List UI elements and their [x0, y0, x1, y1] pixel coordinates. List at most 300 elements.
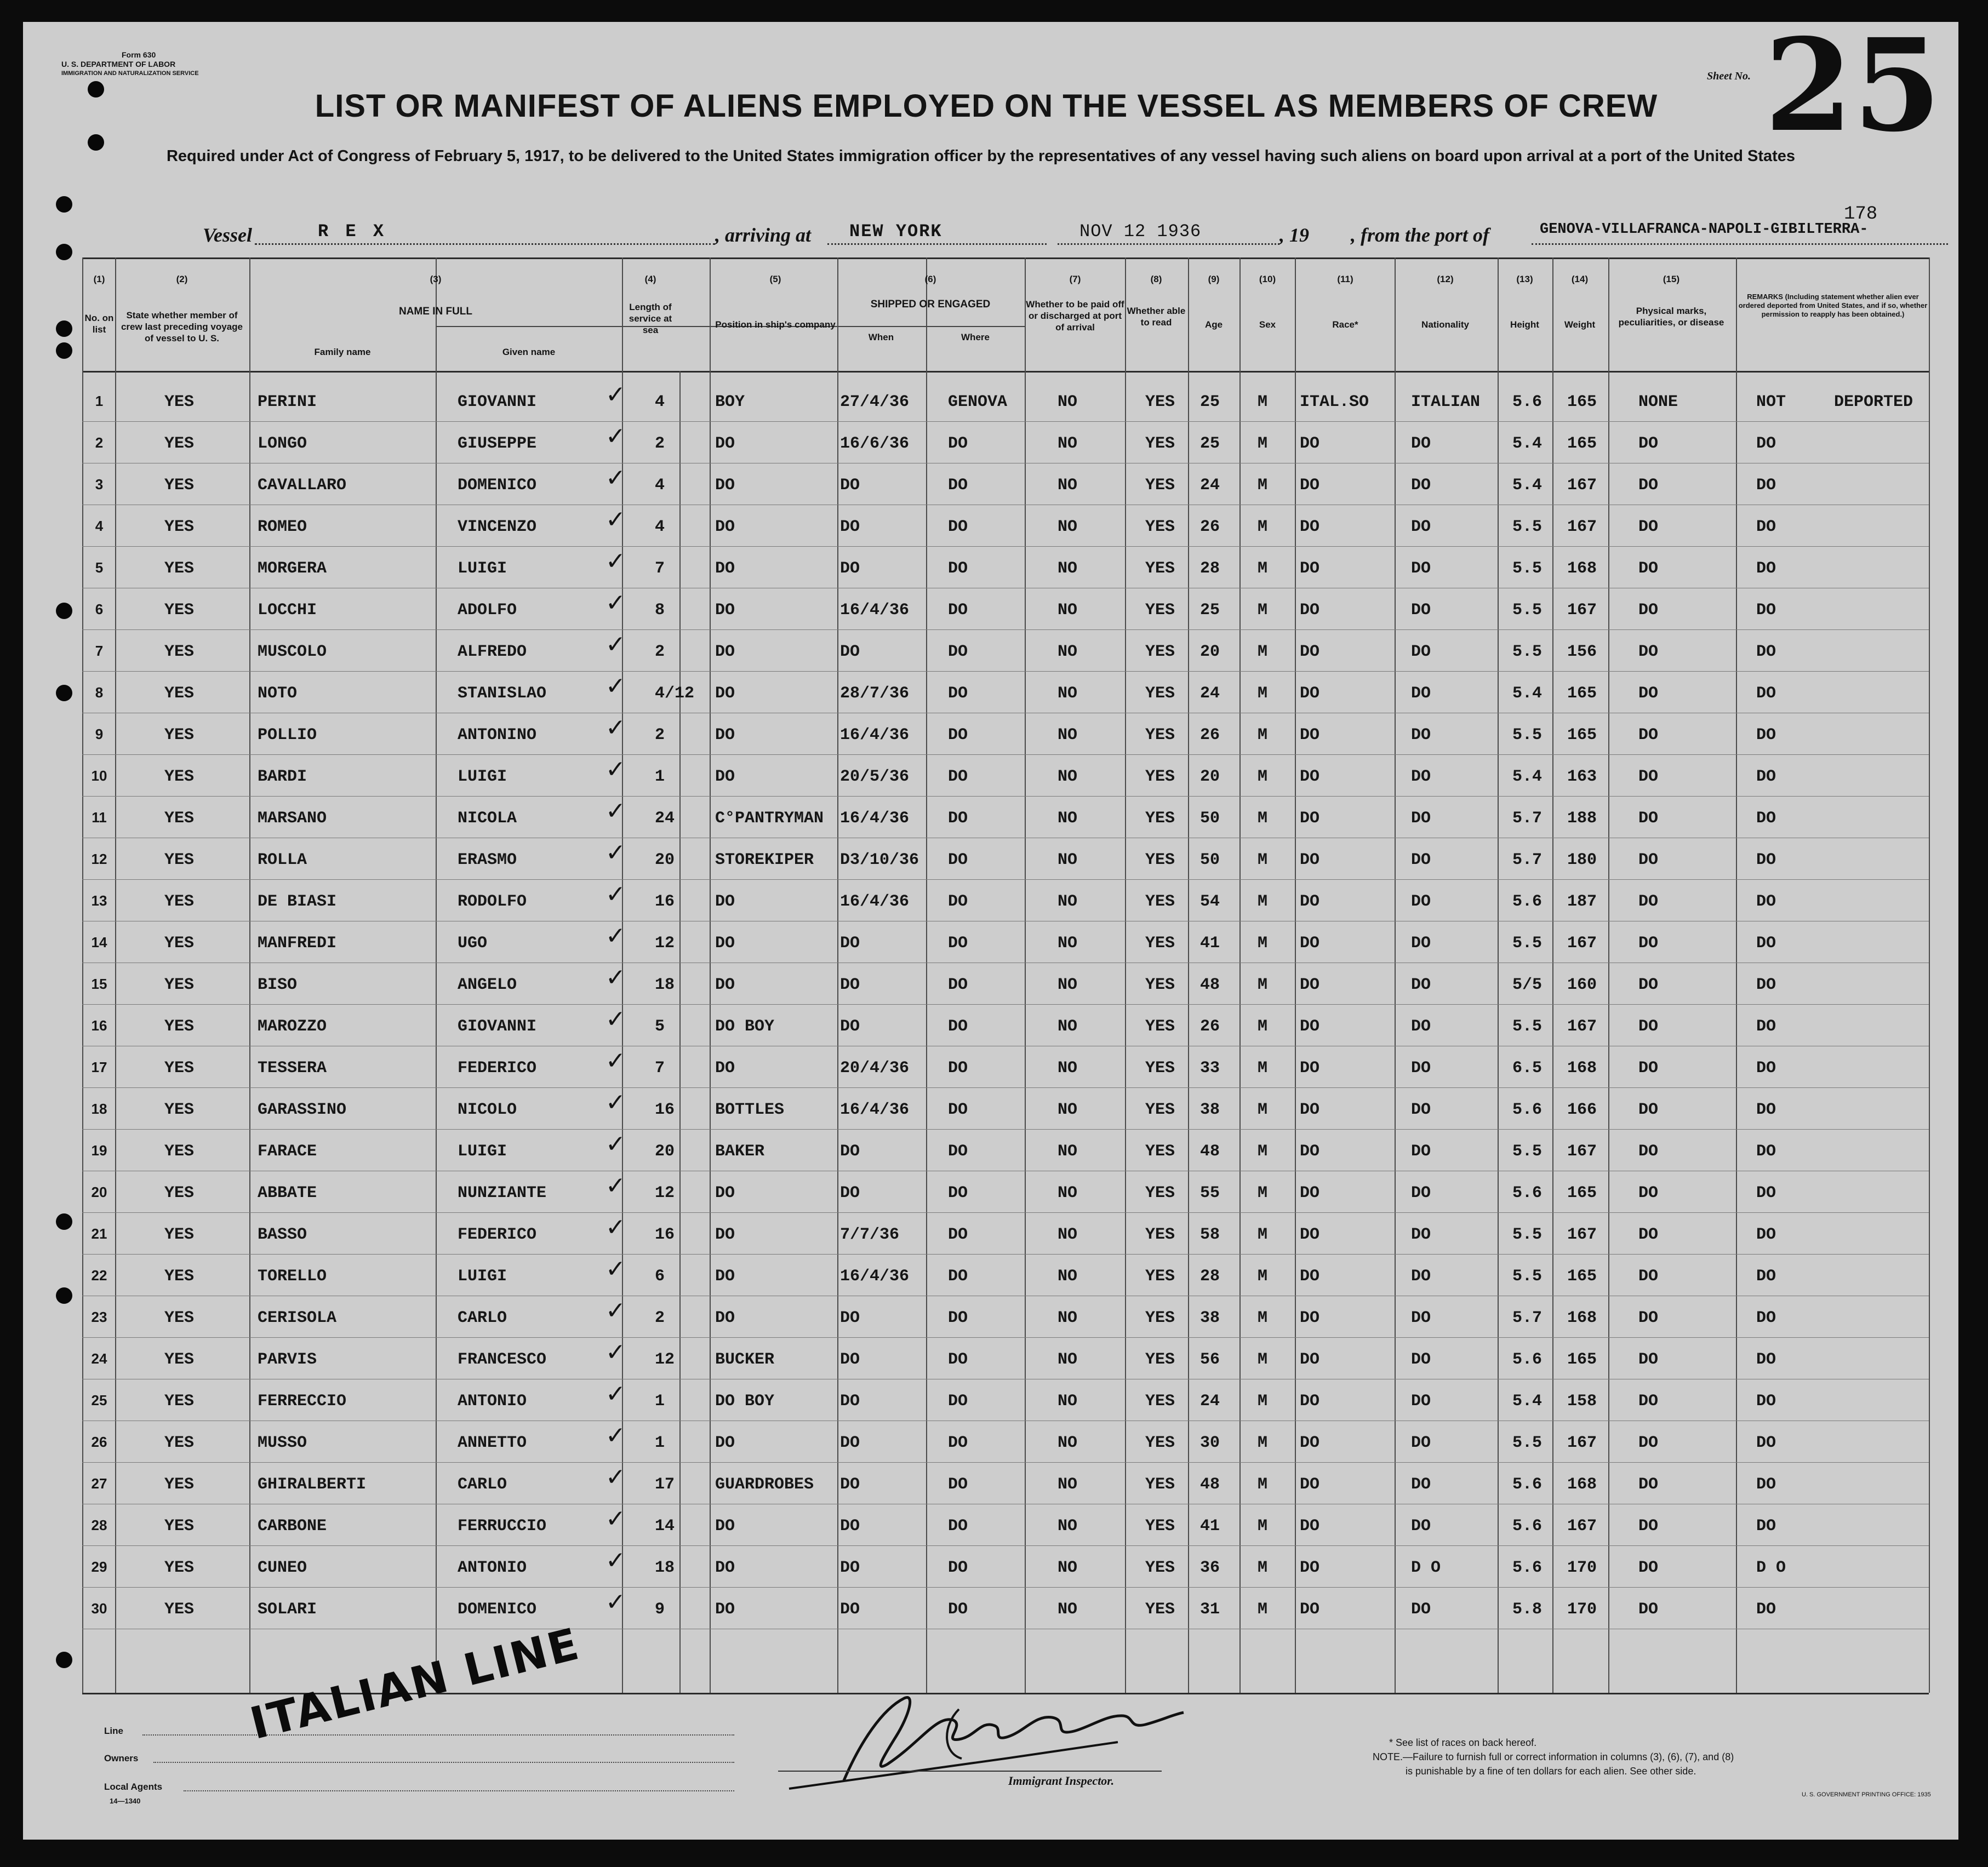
cell-sex: M — [1258, 809, 1268, 828]
cell-previous-voyage: YES — [164, 434, 195, 453]
cell-previous-voyage: YES — [164, 1350, 195, 1369]
cell-nationality: DO — [1411, 434, 1431, 453]
cell-family-name: POLLIO — [258, 726, 317, 744]
cell-row-number: 13 — [91, 892, 107, 909]
cell-previous-voyage: YES — [164, 1309, 195, 1327]
cell-service-length: 12 — [655, 1350, 675, 1369]
cell-position: DO — [715, 643, 735, 661]
cell-nationality: DO — [1411, 768, 1431, 786]
cell-age: 58 — [1200, 1225, 1220, 1244]
check-mark: ✓ — [605, 1338, 626, 1366]
cell-given-name: GIOVANNI — [458, 393, 537, 411]
footnote-penalty: NOTE.—Failure to furnish full or correct information in columns (3), (6), (7), and (8) — [1373, 1751, 1734, 1762]
cell-family-name: TORELLO — [258, 1267, 327, 1286]
cell-physical-marks: DO — [1638, 1059, 1659, 1078]
cell-age: 41 — [1200, 1517, 1220, 1536]
cell-family-name: GARASSINO — [258, 1101, 347, 1119]
agents-underline — [184, 1790, 734, 1791]
cell-weight: 165 — [1567, 1184, 1597, 1202]
cell-family-name: CARBONE — [258, 1517, 327, 1536]
column-number: (13) — [1516, 274, 1533, 284]
cell-paid-off: NO — [1058, 1309, 1078, 1327]
cell-age: 50 — [1200, 851, 1220, 869]
row-rule — [82, 1587, 1929, 1588]
check-mark: ✓ — [605, 1130, 626, 1158]
cell-previous-voyage: YES — [164, 1142, 195, 1161]
cell-shipped-when: DO — [840, 1017, 860, 1036]
cell-row-number: 10 — [91, 768, 107, 784]
cell-remarks: DO — [1756, 1059, 1776, 1078]
cell-remarks: DO — [1756, 726, 1776, 744]
punch-hole — [56, 1213, 72, 1230]
cell-shipped-where: DO — [948, 726, 968, 744]
cell-height: 6.5 — [1512, 1059, 1543, 1078]
cell-position: STOREKIPER — [715, 851, 814, 869]
cell-service-length: 1 — [655, 1392, 665, 1411]
cell-service-length: 14 — [655, 1517, 675, 1536]
cell-able-to-read: YES — [1145, 809, 1175, 828]
row-rule — [82, 1087, 1929, 1088]
cell-nationality: DO — [1411, 1350, 1431, 1369]
cell-service-length: 4/12 — [655, 684, 695, 703]
row-rule — [82, 879, 1929, 880]
cell-age: 25 — [1200, 393, 1220, 411]
cell-service-length: 1 — [655, 1434, 665, 1452]
cell-paid-off: NO — [1058, 726, 1078, 744]
cell-sex: M — [1258, 934, 1268, 953]
cell-weight: 163 — [1567, 768, 1597, 786]
cell-height: 5.5 — [1512, 1225, 1543, 1244]
header-no-on-list: No. on list — [84, 313, 114, 335]
check-mark: ✓ — [605, 1213, 626, 1241]
cell-position: DO — [715, 434, 735, 453]
row-rule — [82, 546, 1929, 547]
cell-sex: M — [1258, 1101, 1268, 1119]
cell-service-length: 6 — [655, 1267, 665, 1286]
cell-shipped-where: DO — [948, 476, 968, 495]
cell-service-length: 16 — [655, 1101, 675, 1119]
check-mark: ✓ — [605, 672, 626, 700]
service-name: IMMIGRATION AND NATURALIZATION SERVICE — [61, 70, 199, 77]
column-rule — [1395, 257, 1396, 1693]
punch-hole — [56, 244, 72, 260]
check-mark: ✓ — [605, 1422, 626, 1450]
cell-family-name: BISO — [258, 976, 298, 994]
cell-physical-marks: NONE — [1638, 393, 1678, 411]
cell-remarks: DO — [1756, 768, 1776, 786]
owners-label: Owners — [104, 1753, 139, 1763]
header-name-in-full: NAME IN FULL — [398, 306, 473, 317]
check-mark: ✓ — [605, 755, 626, 783]
cell-position: DO — [715, 476, 735, 495]
cell-height: 5.5 — [1512, 518, 1543, 536]
cell-height: 5.7 — [1512, 851, 1543, 869]
column-rule — [1608, 257, 1609, 1693]
punch-hole — [56, 196, 72, 213]
cell-row-number: 30 — [91, 1600, 107, 1617]
cell-age: 38 — [1200, 1101, 1220, 1119]
cell-nationality: DO — [1411, 518, 1431, 536]
cell-age: 48 — [1200, 1142, 1220, 1161]
cell-family-name: MANFREDI — [258, 934, 337, 953]
cell-family-name: NOTO — [258, 684, 298, 703]
cell-age: 38 — [1200, 1309, 1220, 1327]
check-mark: ✓ — [605, 1089, 626, 1116]
year-label: , 19 — [1279, 224, 1309, 246]
cell-position: BOY — [715, 393, 745, 411]
header-nationality: Nationality — [1421, 319, 1469, 330]
cell-shipped-when: DO — [840, 476, 860, 495]
cell-height: 5.5 — [1512, 601, 1543, 620]
cell-previous-voyage: YES — [164, 1184, 195, 1202]
printer-imprint: U. S. GOVERNMENT PRINTING OFFICE: 1935 — [1802, 1791, 1931, 1798]
cell-nationality: DO — [1411, 1475, 1431, 1494]
cell-service-length: 20 — [655, 851, 675, 869]
row-rule — [82, 1545, 1929, 1546]
cell-shipped-where: DO — [948, 601, 968, 620]
form-code: 14—1340 — [110, 1797, 141, 1805]
cell-race: DO — [1300, 1059, 1320, 1078]
header-when: When — [868, 332, 894, 342]
cell-paid-off: NO — [1058, 1350, 1078, 1369]
header-bottom-rule — [82, 371, 1929, 373]
cell-shipped-when: 16/4/36 — [840, 892, 910, 911]
cell-height: 5.5 — [1512, 934, 1543, 953]
cell-shipped-when: 16/4/36 — [840, 1101, 910, 1119]
cell-shipped-when: DO — [840, 518, 860, 536]
cell-age: 25 — [1200, 601, 1220, 620]
cell-paid-off: NO — [1058, 1392, 1078, 1411]
cell-age: 20 — [1200, 643, 1220, 661]
cell-able-to-read: YES — [1145, 1475, 1175, 1494]
check-mark: ✓ — [605, 547, 626, 575]
cell-weight: 188 — [1567, 809, 1597, 828]
cell-family-name: MORGERA — [258, 559, 327, 578]
cell-physical-marks: DO — [1638, 768, 1659, 786]
cell-able-to-read: YES — [1145, 851, 1175, 869]
cell-shipped-when: 7/7/36 — [840, 1225, 900, 1244]
cell-given-name: UGO — [458, 934, 488, 953]
punch-hole — [56, 320, 72, 337]
check-mark: ✓ — [605, 1505, 626, 1533]
cell-race: ITAL.SO — [1300, 393, 1369, 411]
cell-nationality: DO — [1411, 934, 1431, 953]
cell-position: GUARDROBES — [715, 1475, 814, 1494]
cell-row-number: 25 — [91, 1392, 107, 1408]
cell-service-length: 17 — [655, 1475, 675, 1494]
cell-previous-voyage: YES — [164, 976, 195, 994]
cell-given-name: ALFREDO — [458, 643, 527, 661]
cell-paid-off: NO — [1058, 768, 1078, 786]
column-number: (9) — [1208, 274, 1220, 284]
check-mark: ✓ — [605, 589, 626, 617]
cell-height: 5.5 — [1512, 1017, 1543, 1036]
inspector-underline — [778, 1771, 1162, 1772]
cell-paid-off: NO — [1058, 643, 1078, 661]
cell-shipped-where: DO — [948, 1475, 968, 1494]
cell-height: 5.5 — [1512, 1267, 1543, 1286]
cell-nationality: DO — [1411, 1517, 1431, 1536]
form-header — [61, 50, 199, 78]
cell-nationality: DO — [1411, 726, 1431, 744]
cell-nationality: DO — [1411, 1392, 1431, 1411]
footnote-races: * See list of races on back hereof. — [1389, 1737, 1537, 1748]
cell-nationality: DO — [1411, 1267, 1431, 1286]
cell-remarks: DO — [1756, 1517, 1776, 1536]
cell-given-name: NUNZIANTE — [458, 1184, 547, 1202]
cell-row-number: 11 — [92, 809, 107, 826]
cell-age: 26 — [1200, 1017, 1220, 1036]
cell-service-length: 12 — [655, 1184, 675, 1202]
cell-shipped-where: DO — [948, 976, 968, 994]
cell-weight: 167 — [1567, 1225, 1597, 1244]
cell-remarks: DO — [1756, 643, 1776, 661]
cell-physical-marks: DO — [1638, 1559, 1659, 1577]
cell-height: 5.6 — [1512, 1184, 1543, 1202]
row-rule — [82, 1212, 1929, 1213]
cell-service-length: 4 — [655, 393, 665, 411]
cell-paid-off: NO — [1058, 1184, 1078, 1202]
cell-given-name: ADOLFO — [458, 601, 517, 620]
cell-paid-off: NO — [1058, 1267, 1078, 1286]
check-mark: ✓ — [605, 797, 626, 825]
inspector-label: Immigrant Inspector. — [1008, 1774, 1115, 1788]
cell-physical-marks: DO — [1638, 1600, 1659, 1619]
cell-sex: M — [1258, 518, 1268, 536]
cell-position: DO — [715, 601, 735, 620]
cell-able-to-read: YES — [1145, 1309, 1175, 1327]
cell-height: 5.4 — [1512, 1392, 1543, 1411]
cell-service-length: 16 — [655, 1225, 675, 1244]
cell-sex: M — [1258, 1059, 1268, 1078]
column-number: (15) — [1663, 274, 1680, 284]
cell-able-to-read: YES — [1145, 1101, 1175, 1119]
cell-shipped-where: DO — [948, 1101, 968, 1119]
cell-remarks: DO — [1756, 1184, 1776, 1202]
row-rule — [82, 1462, 1929, 1463]
cell-nationality: ITALIAN — [1411, 393, 1481, 411]
column-rule — [1025, 257, 1026, 1693]
cell-height: 5.6 — [1512, 1101, 1543, 1119]
cell-family-name: BASSO — [258, 1225, 307, 1244]
cell-race: DO — [1300, 976, 1320, 994]
owners-underline — [153, 1762, 734, 1763]
cell-previous-voyage: YES — [164, 1017, 195, 1036]
header-able-to-read: Whether able to read — [1127, 306, 1186, 328]
cell-height: 5.7 — [1512, 1309, 1543, 1327]
check-mark: ✓ — [605, 839, 626, 867]
cell-sex: M — [1258, 559, 1268, 578]
cell-remarks: DO — [1756, 1475, 1776, 1494]
cell-race: DO — [1300, 1392, 1320, 1411]
cell-previous-voyage: YES — [164, 1267, 195, 1286]
header-race: Race* — [1332, 319, 1358, 330]
cell-nationality: DO — [1411, 1184, 1431, 1202]
cell-paid-off: NO — [1058, 393, 1078, 411]
cell-age: 48 — [1200, 976, 1220, 994]
cell-weight: 187 — [1567, 892, 1597, 911]
cell-shipped-where: DO — [948, 1600, 968, 1619]
cell-physical-marks: DO — [1638, 1392, 1659, 1411]
cell-shipped-where: DO — [948, 559, 968, 578]
cell-height: 5.8 — [1512, 1600, 1543, 1619]
cell-race: DO — [1300, 809, 1320, 828]
cell-previous-voyage: YES — [164, 518, 195, 536]
cell-remarks: DO — [1756, 1142, 1776, 1161]
cell-shipped-when: D3/10/36 — [840, 851, 919, 869]
cell-family-name: SOLARI — [258, 1600, 317, 1619]
cell-height: 5/5 — [1512, 976, 1543, 994]
cell-sex: M — [1258, 1309, 1268, 1327]
cell-height: 5.6 — [1512, 1350, 1543, 1369]
cell-sex: M — [1258, 1475, 1268, 1494]
cell-given-name: FEDERICO — [458, 1225, 537, 1244]
cell-weight: 167 — [1567, 1517, 1597, 1536]
footnote-fine: is punishable by a fine of ten dollars for each alien. See other side. — [1406, 1766, 1696, 1777]
cell-position: DO — [715, 518, 735, 536]
cell-paid-off: NO — [1058, 1559, 1078, 1577]
cell-given-name: NICOLO — [458, 1101, 517, 1119]
punch-hole — [88, 81, 104, 98]
cell-previous-voyage: YES — [164, 934, 195, 953]
cell-shipped-where: DO — [948, 1017, 968, 1036]
cell-able-to-read: YES — [1145, 393, 1175, 411]
cell-able-to-read: YES — [1145, 643, 1175, 661]
arriving-underline — [827, 243, 1047, 245]
cell-service-length: 2 — [655, 1309, 665, 1327]
cell-remarks: DO — [1756, 892, 1776, 911]
cell-row-number: 5 — [95, 559, 104, 576]
punch-hole — [56, 685, 72, 701]
column-rule — [1929, 257, 1930, 1693]
header-paid-off: Whether to be paid off or discharged at port of arrival — [1026, 299, 1124, 333]
cell-age: 26 — [1200, 518, 1220, 536]
cell-physical-marks: DO — [1638, 684, 1659, 703]
from-port-underline — [1532, 243, 1948, 245]
header-length-of-service: Length of service at sea — [629, 302, 672, 335]
cell-physical-marks: DO — [1638, 851, 1659, 869]
row-rule — [82, 671, 1929, 672]
cell-shipped-when: 16/6/36 — [840, 434, 910, 453]
cell-sex: M — [1258, 393, 1268, 411]
cell-paid-off: NO — [1058, 559, 1078, 578]
cell-able-to-read: YES — [1145, 768, 1175, 786]
cell-weight: 170 — [1567, 1559, 1597, 1577]
cell-service-length: 2 — [655, 643, 665, 661]
cell-position: DO — [715, 976, 735, 994]
cell-able-to-read: YES — [1145, 1184, 1175, 1202]
cell-position: DO — [715, 1059, 735, 1078]
cell-shipped-when: DO — [840, 1559, 860, 1577]
cell-row-number: 27 — [91, 1475, 107, 1492]
row-rule — [82, 421, 1929, 422]
cell-nationality: D O — [1411, 1559, 1441, 1577]
cell-row-number: 7 — [95, 643, 104, 659]
check-mark: ✓ — [605, 1547, 626, 1574]
cell-sex: M — [1258, 726, 1268, 744]
check-mark: ✓ — [605, 506, 626, 534]
cell-physical-marks: DO — [1638, 559, 1659, 578]
cell-physical-marks: DO — [1638, 1350, 1659, 1369]
shipped-subheader-rule — [836, 326, 1025, 327]
cell-previous-voyage: YES — [164, 768, 195, 786]
cell-row-number: 6 — [95, 601, 104, 617]
cell-remarks: DO — [1756, 434, 1776, 453]
cell-weight: 165 — [1567, 684, 1597, 703]
cell-given-name: LUIGI — [458, 559, 507, 578]
cell-race: DO — [1300, 1350, 1320, 1369]
cell-age: 56 — [1200, 1350, 1220, 1369]
cell-weight: 167 — [1567, 518, 1597, 536]
cell-previous-voyage: YES — [164, 1517, 195, 1536]
check-mark: ✓ — [605, 422, 626, 450]
cell-age: 20 — [1200, 768, 1220, 786]
cell-shipped-when: DO — [840, 1350, 860, 1369]
line-label: Line — [104, 1726, 123, 1736]
cell-race: DO — [1300, 434, 1320, 453]
cell-race: DO — [1300, 1267, 1320, 1286]
cell-shipped-when: 16/4/36 — [840, 726, 910, 744]
cell-paid-off: NO — [1058, 476, 1078, 495]
cell-remarks: D O — [1756, 1559, 1786, 1577]
cell-given-name: CARLO — [458, 1475, 507, 1494]
cell-row-number: 9 — [95, 726, 104, 742]
cell-race: DO — [1300, 476, 1320, 495]
cell-remarks: DO — [1756, 476, 1776, 495]
cell-sex: M — [1258, 892, 1268, 911]
cell-row-number: 15 — [91, 976, 107, 992]
cell-able-to-read: YES — [1145, 1559, 1175, 1577]
cell-row-number: 16 — [91, 1017, 107, 1034]
cell-physical-marks: DO — [1638, 1017, 1659, 1036]
cell-family-name: ROMEO — [258, 518, 307, 536]
cell-able-to-read: YES — [1145, 476, 1175, 495]
column-number: (1) — [93, 274, 105, 284]
cell-service-length: 4 — [655, 518, 665, 536]
cell-position: DO — [715, 1517, 735, 1536]
cell-shipped-where: DO — [948, 1517, 968, 1536]
cell-physical-marks: DO — [1638, 1517, 1659, 1536]
cell-paid-off: NO — [1058, 809, 1078, 828]
cell-family-name: CERISOLA — [258, 1309, 337, 1327]
cell-shipped-where: DO — [948, 518, 968, 536]
column-number: (10) — [1259, 274, 1276, 284]
cell-weight: 170 — [1567, 1600, 1597, 1619]
cell-paid-off: NO — [1058, 976, 1078, 994]
cell-weight: 167 — [1567, 476, 1597, 495]
column-rule — [679, 371, 681, 1693]
column-number: (7) — [1069, 274, 1081, 284]
cell-service-length: 18 — [655, 1559, 675, 1577]
cell-shipped-where: DO — [948, 1059, 968, 1078]
cell-nationality: DO — [1411, 601, 1431, 620]
cell-shipped-when: DO — [840, 559, 860, 578]
cell-able-to-read: YES — [1145, 518, 1175, 536]
cell-shipped-when: DO — [840, 1392, 860, 1411]
cell-sex: M — [1258, 684, 1268, 703]
cell-able-to-read: YES — [1145, 1434, 1175, 1452]
cell-height: 5.6 — [1512, 393, 1543, 411]
cell-position: DO BOY — [715, 1017, 775, 1036]
cell-position: DO — [715, 559, 735, 578]
cell-sex: M — [1258, 768, 1268, 786]
cell-weight: 160 — [1567, 976, 1597, 994]
punch-hole — [56, 1287, 72, 1304]
cell-weight: 158 — [1567, 1392, 1597, 1411]
cell-physical-marks: DO — [1638, 643, 1659, 661]
cell-position: DO — [715, 1309, 735, 1327]
header-shipped-or-engaged: SHIPPED OR ENGAGED — [870, 299, 991, 310]
